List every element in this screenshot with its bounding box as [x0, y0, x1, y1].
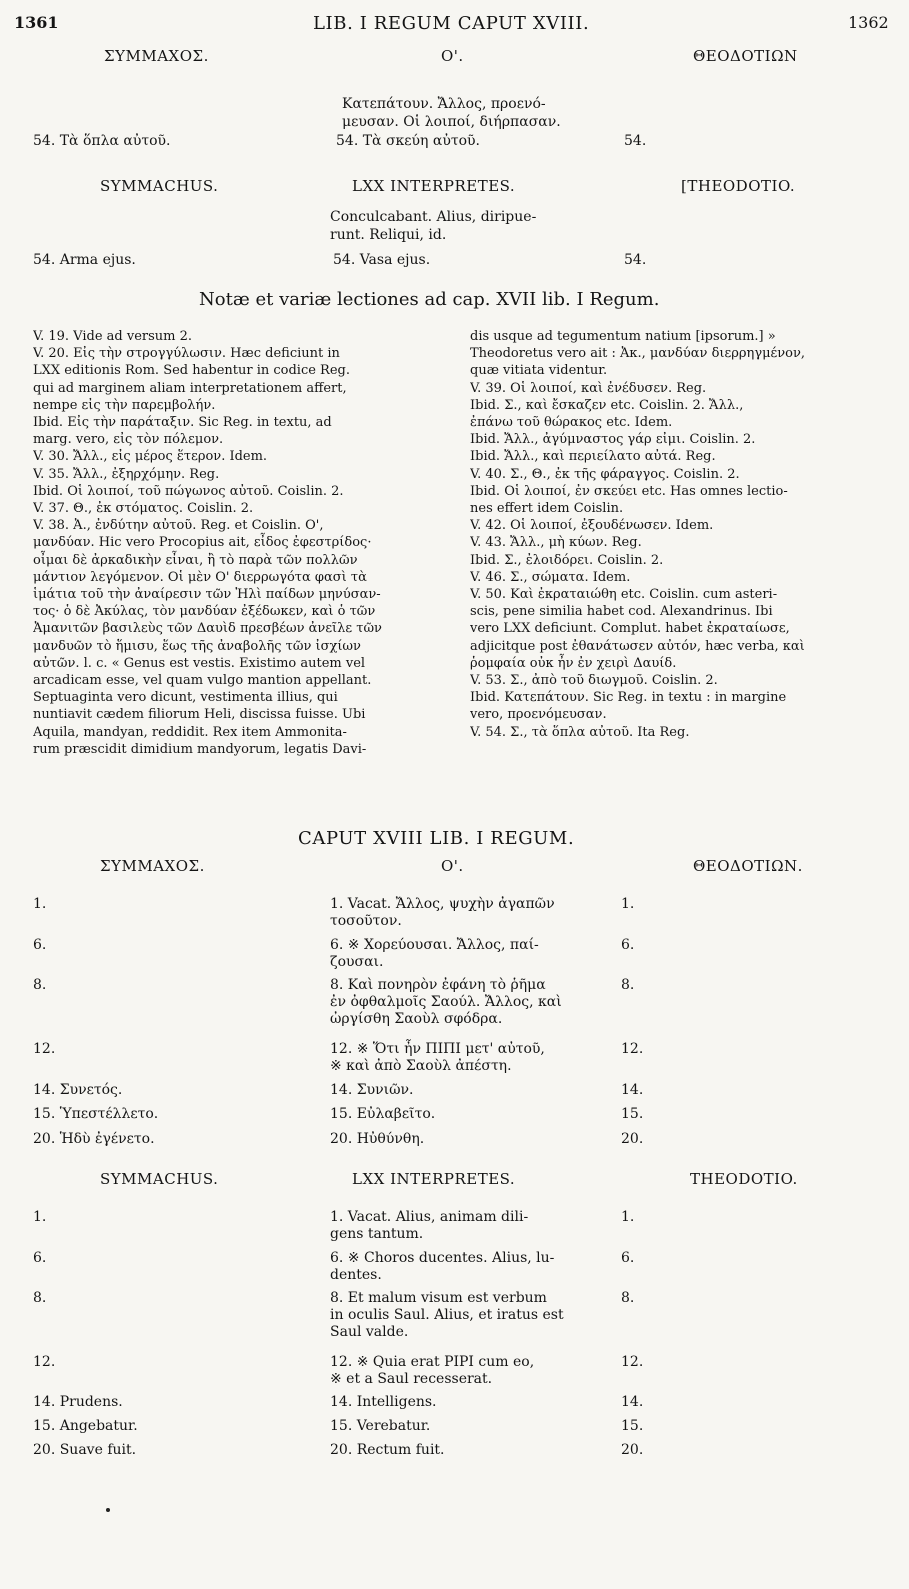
latin-sym-cell: 14. Prudens. — [33, 1394, 123, 1410]
latin-lxx-cell: 1. Vacat. Alius, animam dili- gens tantum. — [330, 1209, 529, 1242]
note-line: Ibid. Ἄλλ., ἀγύμναστος γάρ εἰμι. Coislin. 2. — [470, 432, 756, 448]
latin-theo-cell: 1. — [621, 1209, 635, 1225]
col-header-symmachus-latin-2: SYMMACHUS. — [100, 1170, 219, 1188]
latin-lxx-cell: 6. ※ Choros ducentes. Alius, lu- dentes. — [330, 1250, 555, 1283]
note-line: V. 43. Ἄλλ., μὴ κύων. Reg. — [470, 535, 642, 551]
note-line: V. 53. Σ., ἀπὸ τοῦ διωγμοῦ. Coislin. 2. — [470, 673, 718, 689]
greek-lxx-cell: 1. Vacat. Ἄλλος, ψυχὴν ἀγαπῶν τοσοῦτον. — [330, 896, 555, 929]
note-line: V. 39. Οἱ λοιποί, καὶ ἐνέδυσεν. Reg. — [470, 380, 707, 396]
latin-theo-cell: 12. — [621, 1354, 644, 1370]
note-line: Ibid. Εἰς τὴν παράταξιν. Sic Reg. in textu, ad — [33, 415, 332, 431]
note-line: LXX editionis Rom. Sed habentur in codice Reg. — [33, 363, 350, 379]
note-line: V. 42. Οἱ λοιποί, ἐξουδένωσεν. Idem. — [470, 518, 714, 534]
greek-sym-cell: 1. — [33, 896, 47, 912]
note-line: V. 40. Σ., Θ., ἐκ τῆς φάραγγος. Coislin. 2. — [470, 466, 740, 482]
sym-greek-verse-54: 54. Τὰ ὅπλα αὐτοῦ. — [33, 133, 171, 149]
latin-sym-cell: 15. Angebatur. — [33, 1418, 138, 1434]
note-line: V. 19. Vide ad versum 2. — [33, 329, 193, 344]
latin-theo-cell: 14. — [621, 1394, 644, 1410]
greek-theo-cell: 20. — [621, 1131, 644, 1147]
greek-lxx-cell: 12. ※ Ὅτι ἦν ΠΙΠΙ μετ' αὐτοῦ, ※ καὶ ἀπὸ Σαοὺλ ἀπέστη. — [330, 1041, 545, 1074]
note-line: nuntiavit cædem filiorum Heli, discissa fuisse. Ubi — [33, 707, 366, 723]
note-line: vero LXX deficiunt. Complut. habet ἐκραταίωσε, — [470, 621, 790, 637]
greek-lxx-cell: 8. Καὶ πονηρὸν ἐφάνη τὸ ῥῆμα ἐν ὀφθαλμοῖς Σαούλ. Ἄλλος, καὶ ὠργίσθη Σαοὺλ σφόδρα. — [330, 977, 562, 1027]
running-title: LIB. I REGUM CAPUT XVIII. — [313, 13, 590, 34]
col-header-lxx-latin: LXX INTERPRETES. — [352, 177, 516, 195]
col-header-theodotion-latin: [THEODOTIO. — [681, 177, 796, 195]
latin-theo-cell: 6. — [621, 1250, 635, 1266]
col-header-symmachus-latin: SYMMACHUS. — [100, 177, 219, 195]
col-header-lxx-greek-2: O'. — [441, 857, 464, 875]
note-line: μάντιον λεγόμενον. Οἱ μὲν Ο' διερρωγότα φασὶ τὰ — [33, 569, 367, 585]
notes-left-column — [33, 328, 453, 758]
greek-lxx-cell: 15. Εὐλαβεῖτο. — [330, 1106, 436, 1122]
latin-lxx-cell: 8. Et malum visum est verbum in oculis Saul. Alius, et iratus est Saul valde. — [330, 1290, 564, 1340]
note-line: vero, προενόμευσαν. — [470, 707, 607, 723]
note-line: adjicitque post ἐθανάτωσεν αὐτόν, hæc verba, καὶ — [470, 638, 805, 654]
note-line: qui ad marginem aliam interpretationem affert, — [33, 380, 347, 396]
latin-theo-cell: 15. — [621, 1418, 644, 1434]
sym-latin-verse-54: 54. Arma ejus. — [33, 252, 136, 268]
greek-sym-cell: 12. — [33, 1041, 56, 1057]
lxx-greek-note: Κατεπάτουν. Ἄλλος, προενό- μευσαν. Οἱ λοιποί, διήρπασαν. — [342, 96, 561, 130]
note-line: Ibid. Οἱ λοιποί, ἐν σκεύει etc. Has omnes lectio- — [470, 483, 788, 499]
latin-lxx-cell: 15. Verebatur. — [330, 1418, 431, 1434]
theo-latin-verse-54: 54. — [624, 252, 647, 268]
greek-theo-cell: 15. — [621, 1106, 644, 1122]
col-header-theodotion-greek: ΘΕΟΔΟΤΙΩΝ — [693, 47, 798, 65]
col-header-lxx-greek: O'. — [441, 47, 464, 65]
greek-sym-cell: 14. Συνετός. — [33, 1082, 123, 1098]
greek-theo-cell: 6. — [621, 937, 635, 953]
note-line: Ibid. Ἄλλ., καὶ περιείλατο αὐτά. Reg. — [470, 449, 716, 465]
note-line: Ἀμανιτῶν βασιλεὺς τῶν Δαυὶδ πρεσβέων ἀνεῖλε τῶν — [33, 621, 382, 637]
note-line: ἱμάτια τοῦ τὴν ἀναίρεσιν τῶν Ἠλὶ παίδων μηνύσαν- — [33, 587, 381, 603]
note-line: nes effert idem Coislin. — [470, 501, 624, 517]
note-line: marg. vero, εἰς τὸν πόλεμον. — [33, 432, 224, 448]
note-line: Septuaginta vero dicunt, vestimenta illius, qui — [33, 690, 338, 706]
latin-sym-cell: 12. — [33, 1354, 56, 1370]
page-number-left: 1361 — [14, 13, 59, 32]
greek-sym-cell: 8. — [33, 977, 47, 993]
note-line: αὐτῶν. l. c. « Genus est vestis. Existimo autem vel — [33, 655, 366, 671]
page-number-right: 1362 — [848, 13, 889, 32]
note-line: arcadicam esse, vel quam vulgo mantion appellant. — [33, 673, 372, 689]
greek-sym-cell: 6. — [33, 937, 47, 953]
note-line: Theodoretus vero ait : Ἀκ., μανδύαν διερρηγμένον, — [470, 346, 806, 362]
lxx-latin-verse-54: 54. Vasa ejus. — [333, 252, 431, 268]
note-line: V. 38. Ἀ., ἐνδύτην αὐτοῦ. Reg. et Coislin. O', — [33, 518, 324, 534]
greek-lxx-cell: 20. Ηὐθύνθη. — [330, 1131, 425, 1147]
note-line: Aquila, mandyan, reddidit. Rex item Ammonita- — [33, 724, 347, 740]
col-header-symmachus-greek-2: ΣΥΜΜΑΧΟΣ. — [100, 857, 205, 875]
lxx-greek-verse-54: 54. Τὰ σκεύη αὐτοῦ. — [336, 133, 480, 149]
col-header-theodotion-latin-2: THEODOTIO. — [690, 1170, 798, 1188]
greek-theo-cell: 14. — [621, 1082, 644, 1098]
latin-theo-cell: 20. — [621, 1442, 644, 1458]
note-line: τος· ὁ δὲ Ἀκύλας, τὸν μανδύαν ἐξέδωκεν, καὶ ὁ τῶν — [33, 604, 376, 620]
note-line: V. 35. Ἄλλ., ἐξηρχόμην. Reg. — [33, 466, 220, 482]
latin-theo-cell: 8. — [621, 1290, 635, 1306]
col-header-theodotion-greek-2: ΘΕΟΔΟΤΙΩΝ. — [693, 857, 803, 875]
latin-lxx-cell: 20. Rectum fuit. — [330, 1442, 445, 1458]
latin-sym-cell: 1. — [33, 1209, 47, 1225]
note-line: μανδύαν. Hic vero Procopius ait, εἶδος ἐφεστρίδος· — [33, 535, 372, 551]
latin-sym-cell: 6. — [33, 1250, 47, 1266]
col-header-symmachus-greek: ΣΥΜΜΑΧΟΣ. — [104, 47, 209, 65]
ink-dot — [106, 1508, 110, 1512]
latin-sym-cell: 8. — [33, 1290, 47, 1306]
greek-theo-cell: 12. — [621, 1041, 644, 1057]
greek-sym-cell: 15. Ὑπεστέλλετο. — [33, 1106, 159, 1122]
note-line: μανδυῶν τὸ ἥμισυ, ἕως τῆς ἀναβολῆς τῶν ἰσχίων — [33, 638, 361, 654]
note-line: rum præscidit dimidium mandyorum, legatis Davi- — [33, 741, 367, 757]
notes-title: Notæ et variæ lectiones ad cap. XVII lib. I Regum. — [199, 289, 660, 310]
note-line: scis, pene similia habet cod. Alexandrinus. Ibi — [470, 604, 773, 620]
greek-theo-cell: 1. — [621, 896, 635, 912]
note-line: Ibid. Οἱ λοιποί, τοῦ πώγωνος αὐτοῦ. Coislin. 2. — [33, 483, 344, 499]
greek-sym-cell: 20. Ἡδὺ ἐγένετο. — [33, 1131, 155, 1147]
note-line: dis usque ad tegumentum natium [ipsorum.] » — [470, 329, 776, 344]
greek-lxx-cell: 6. ※ Χορεύουσαι. Ἄλλος, παί- ζουσαι. — [330, 937, 539, 970]
note-line: ἐπάνω τοῦ θώρακος etc. Idem. — [470, 415, 673, 431]
note-line: V. 37. Θ., ἐκ στόματος. Coislin. 2. — [33, 501, 254, 517]
note-line: οἶμαι δὲ ἀρκαδικὴν εἶναι, ἢ τὸ παρὰ τῶν πολλῶν — [33, 552, 358, 568]
note-line: quæ vitiata videntur. — [470, 363, 608, 379]
note-line: V. 46. Σ., σώματα. Idem. — [470, 569, 631, 585]
latin-sym-cell: 20. Suave fuit. — [33, 1442, 137, 1458]
note-line: Ibid. Σ., ἐλοιδόρει. Coislin. 2. — [470, 552, 664, 568]
chapter-title: CAPUT XVIII LIB. I REGUM. — [298, 828, 575, 849]
note-line: Ibid. Σ., καὶ ἔσκαζεν etc. Coislin. 2. Ἄλλ., — [470, 397, 744, 413]
note-line: Ibid. Κατεπάτουν. Sic Reg. in textu : in margine — [470, 690, 787, 706]
note-line: V. 20. Εἰς τὴν στρογγύλωσιν. Hæc deficiunt in — [33, 346, 340, 362]
theo-greek-verse-54: 54. — [624, 133, 647, 149]
lxx-latin-note: Conculcabant. Alius, diripue- runt. Reliqui, id. — [330, 209, 537, 243]
note-line: V. 30. Ἄλλ., εἰς μέρος ἕτερον. Idem. — [33, 449, 268, 465]
greek-lxx-cell: 14. Συνιῶν. — [330, 1082, 414, 1098]
note-line: nempe εἰς τὴν παρεμβολήν. — [33, 397, 216, 413]
notes-right-column — [470, 328, 895, 741]
note-line: ῥομφαία οὐκ ἦν ἐν χειρὶ Δαυίδ. — [470, 655, 677, 671]
note-line: V. 50. Καὶ ἐκραταιώθη etc. Coislin. cum asteri- — [470, 587, 778, 603]
latin-lxx-cell: 14. Intelligens. — [330, 1394, 437, 1410]
greek-theo-cell: 8. — [621, 977, 635, 993]
latin-lxx-cell: 12. ※ Quia erat PIPI cum eo, ※ et a Saul recesserat. — [330, 1354, 535, 1387]
note-line: V. 54. Σ., τὰ ὅπλα αὐτοῦ. Ita Reg. — [470, 724, 690, 740]
col-header-lxx-latin-2: LXX INTERPRETES. — [352, 1170, 516, 1188]
